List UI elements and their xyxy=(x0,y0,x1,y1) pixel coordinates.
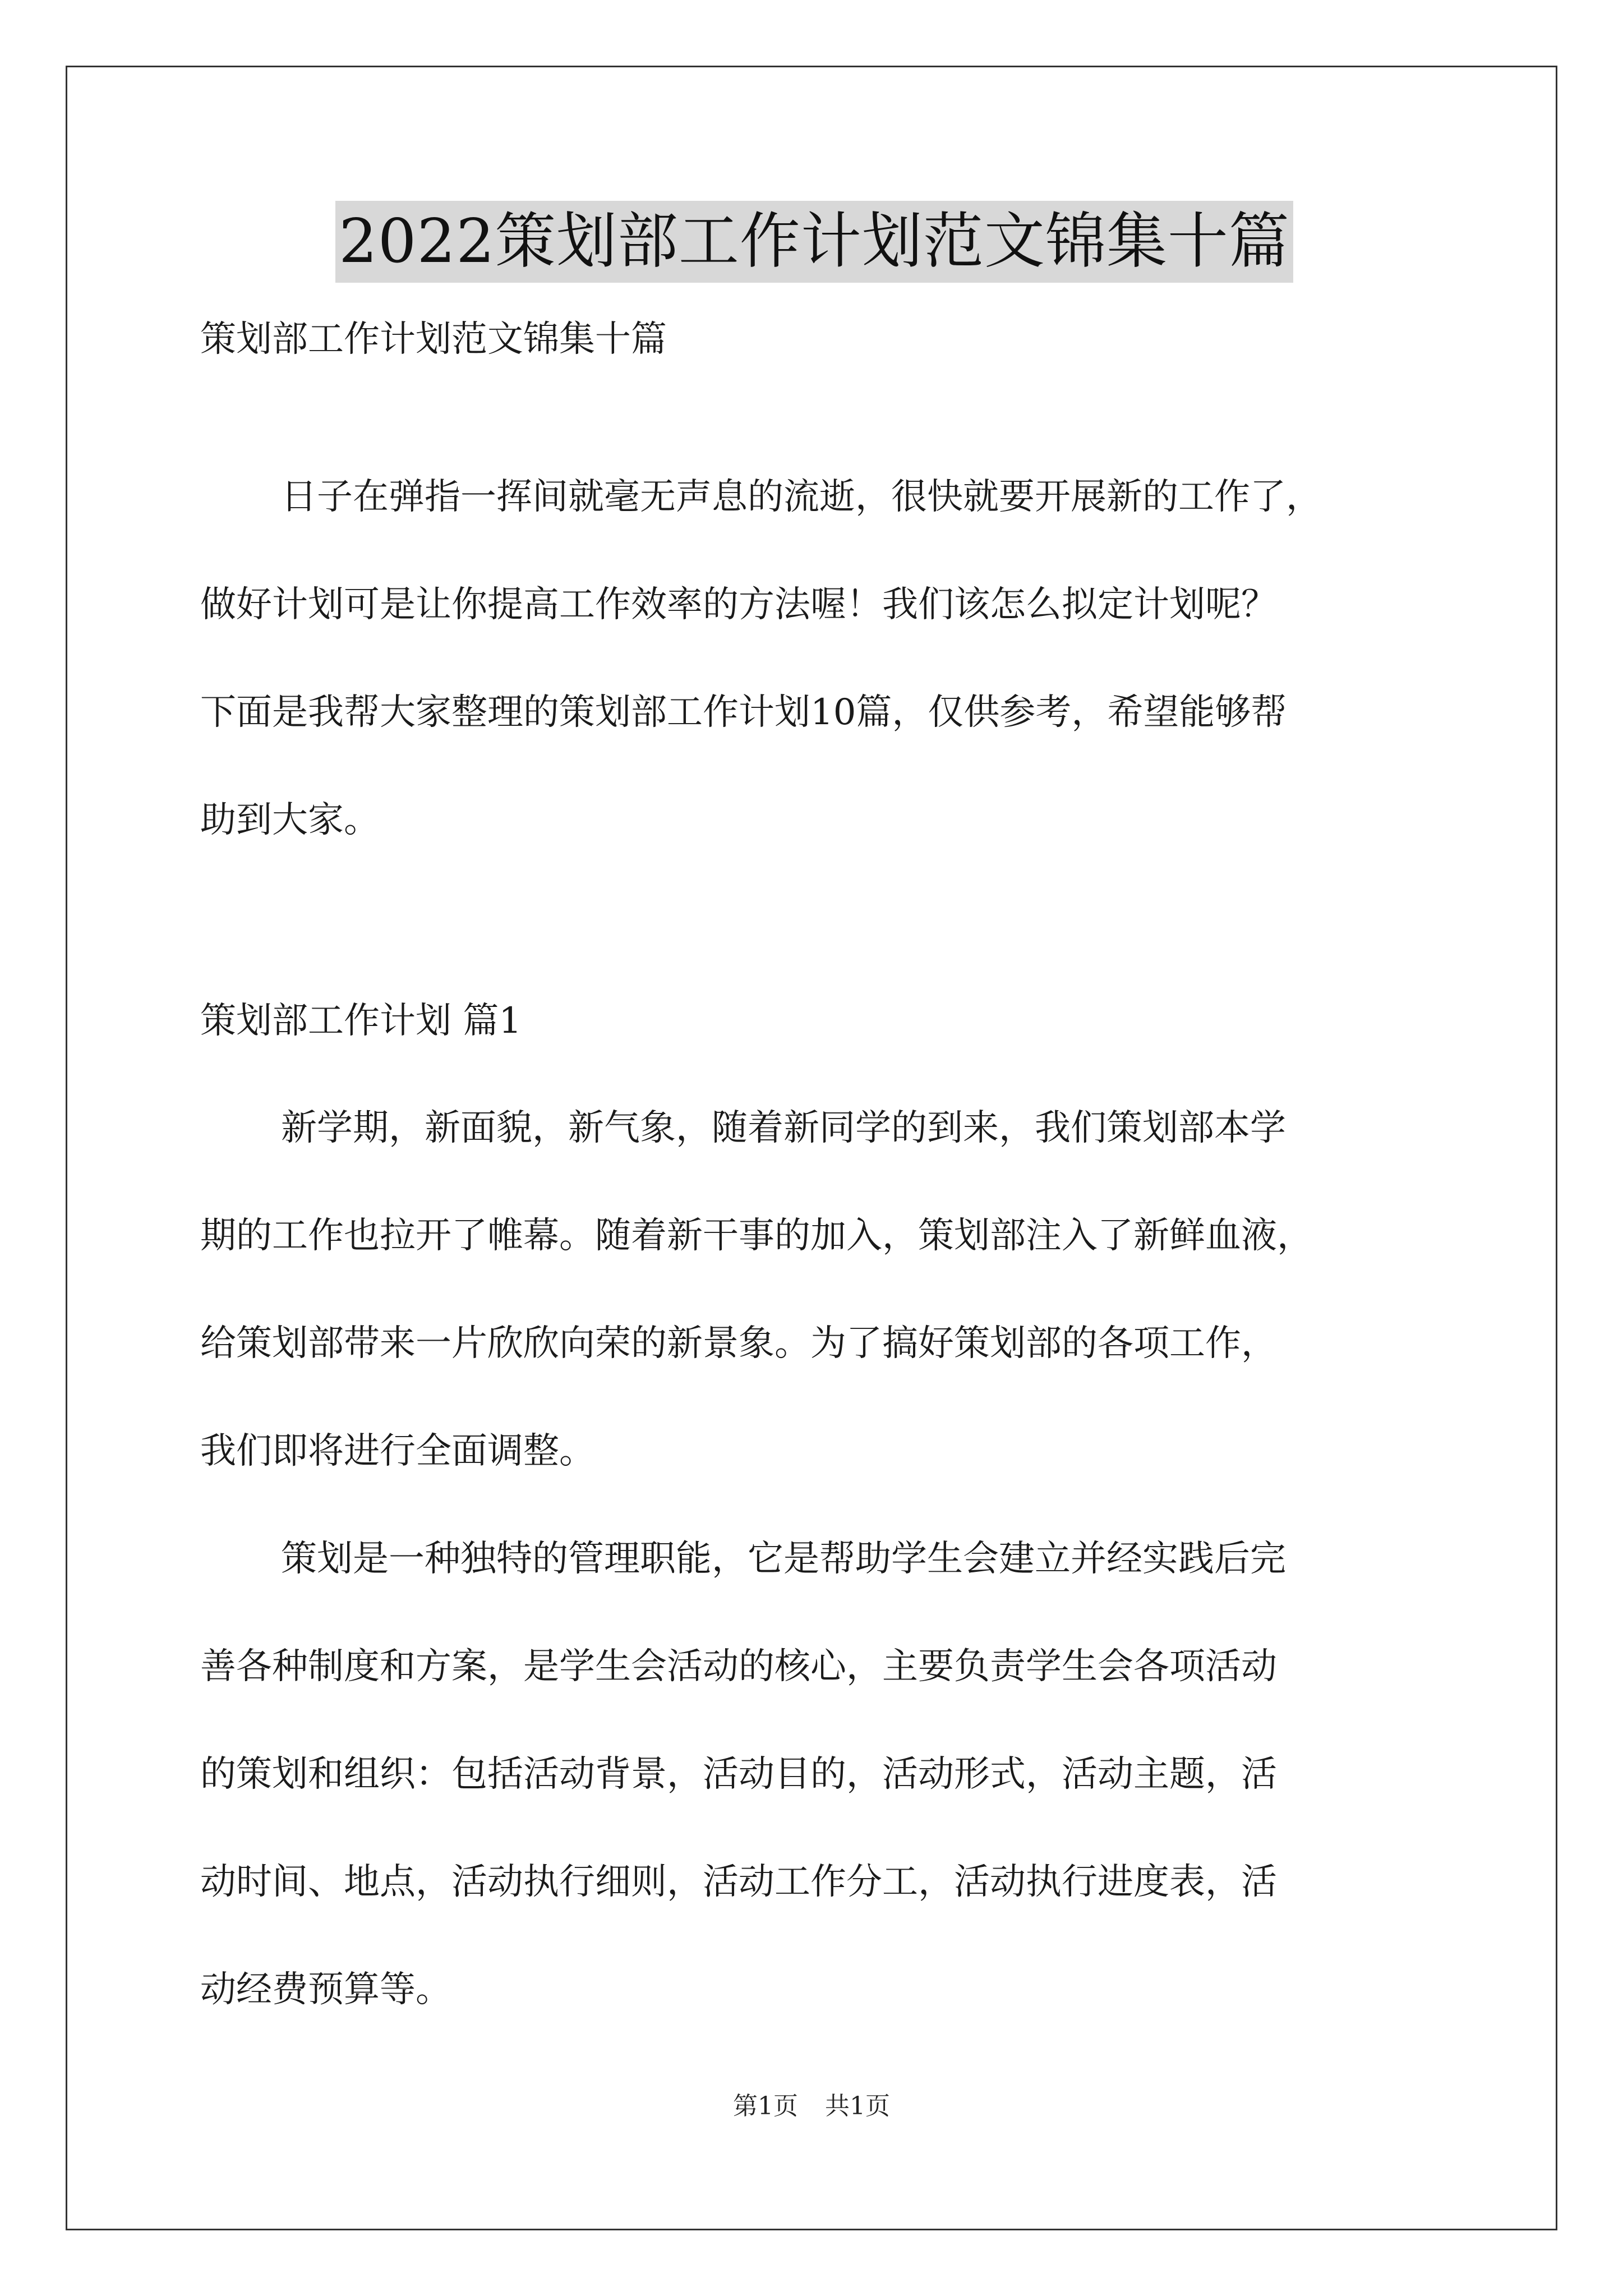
page-total: 共1页 xyxy=(825,2092,890,2120)
document-title: 2022策划部工作计划范文锦集十篇 xyxy=(335,201,1293,283)
paragraph-line: 下面是我帮大家整理的策划部工作计划10篇，仅供参考，希望能够帮 xyxy=(200,692,1287,733)
paragraph-line: 给策划部带来一片欣欣向荣的新景象。为了搞好策划部的各项工作， xyxy=(200,1323,1277,1364)
paragraph-line: 做好计划可是让你提高工作效率的方法喔！我们该怎么拟定计划呢？ xyxy=(200,584,1277,625)
paragraph-line: 新学期，新面貌，新气象，随着新同学的到来，我们策划部本学 xyxy=(281,1107,1286,1149)
paragraph-line: 我们即将进行全面调整。 xyxy=(200,1430,595,1472)
page-footer xyxy=(0,2090,1623,2123)
page-number: 第1页 xyxy=(733,2092,798,2120)
section-heading: 策划部工作计划 篇1 xyxy=(200,1000,522,1042)
section1-paragraph-2 xyxy=(200,1505,1473,2044)
title-container xyxy=(200,201,1428,283)
paragraph-line: 日子在弹指一挥间就毫无声息的流逝，很快就要开展新的工作了， xyxy=(281,476,1322,518)
section1-paragraph-1 xyxy=(200,1074,1473,1505)
paragraph-line: 动时间、地点，活动执行细则，活动工作分工，活动执行进度表，活 xyxy=(200,1861,1277,1903)
paragraph-line: 助到大家。 xyxy=(200,799,380,841)
paragraph-line: 善各种制度和方案，是学生会活动的核心，主要负责学生会各项活动 xyxy=(200,1646,1277,1687)
paragraph-line: 的策划和组织：包括活动背景，活动目的，活动形式，活动主题，活 xyxy=(200,1754,1277,1795)
paragraph-line: 动经费预算等。 xyxy=(200,1969,451,2010)
document-subtitle: 策划部工作计划范文锦集十篇 xyxy=(200,319,667,360)
paragraph-line: 期的工作也拉开了帷幕。随着新干事的加入，策划部注入了新鲜血液， xyxy=(200,1215,1313,1257)
paragraph-line: 策划是一种独特的管理职能，它是帮助学生会建立并经实践后完 xyxy=(281,1538,1286,1580)
intro-paragraph xyxy=(200,443,1473,874)
